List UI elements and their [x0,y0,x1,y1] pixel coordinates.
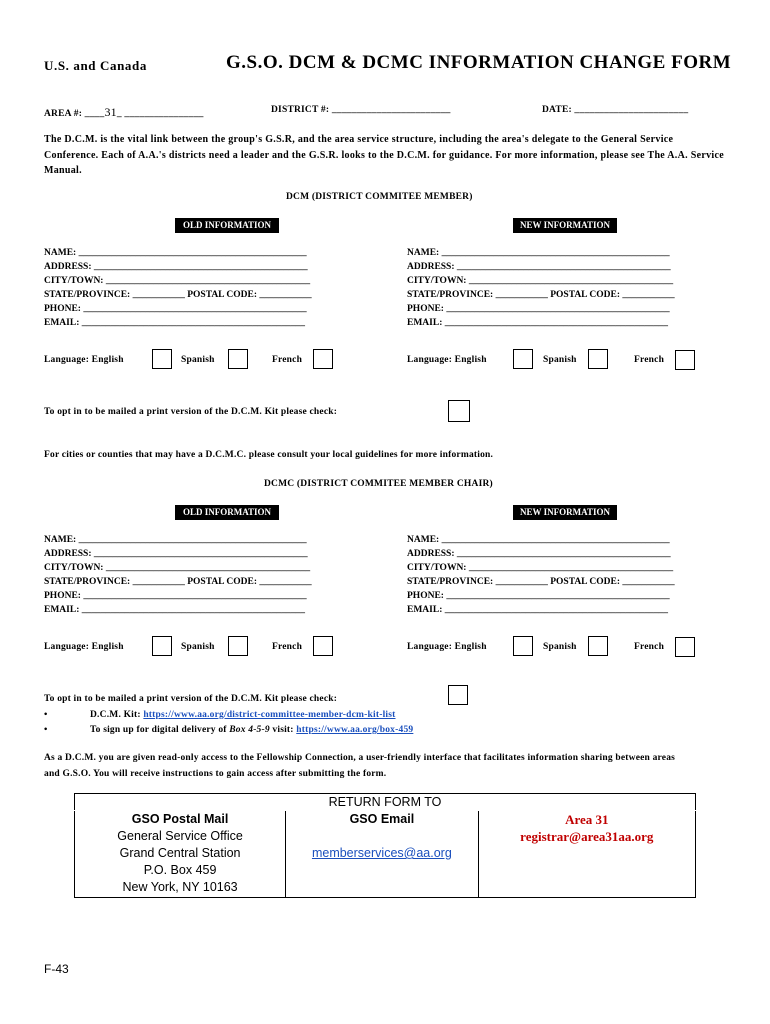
form-code: F-43 [44,962,69,976]
dcmc-new-fields [407,533,675,617]
postal-mail-title: GSO Postal Mail [131,812,229,826]
area-field[interactable] [44,105,204,120]
fellowship-note: As a D.C.M. you are given read-only access to the Fellowship Connection, a user-friendly interface that facilitates information sharing between areas and G.S.O. You will receive instructions to gain access after submitting the form. [44,753,676,779]
dcmc-old-fields [44,533,312,617]
area-tail: _ ________________ [116,109,204,119]
dcmc-new-name-field[interactable]: NAME: ________________________________________________ [407,535,670,545]
dcmc-new-spanish-label: Spanish [543,642,577,652]
dcm-new-header: NEW INFORMATION [513,218,617,233]
dcmc-old-state-field[interactable]: STATE/PROVINCE: ___________ POSTAL CODE: ___________ [44,577,312,587]
dcmc-old-english-checkbox[interactable] [152,636,172,656]
dcmc-new-phone-field[interactable]: PHONE: _______________________________________________ [407,591,670,601]
dcmc-old-name-field[interactable]: NAME: ________________________________________________ [44,535,307,545]
dcmc-old-city-field[interactable]: CITY/TOWN: ___________________________________________ [44,563,311,573]
dcmc-old-address-field[interactable]: ADDRESS: _____________________________________________ [44,549,308,559]
kit-bullet [44,710,396,720]
dcm-old-french-checkbox[interactable] [313,349,333,369]
gso-email-title: GSO Email [349,812,415,826]
dcm-opt-in-checkbox[interactable] [448,400,470,422]
bullet-icon: • [44,725,48,735]
kit-link[interactable]: https://www.aa.org/district-committee-member-dcm-kit-list [143,710,396,720]
dcm-new-english-checkbox[interactable] [513,349,533,369]
dcmc-new-french-label: French [634,642,665,652]
dcmc-old-language-label: Language: English [44,642,124,652]
dcmc-new-header: NEW INFORMATION [513,505,617,520]
postal-line: Grand Central Station [119,846,241,860]
intro-paragraph: The D.C.M. is the vital link between the group's G.S.R, and the area service structure, including the area's delegate to the General Service Conference. Each of A.A.'s districts need a leader and the G.S.R. looks to the D.C.M. for guidance. For more information, please see The A.A. Service Manual. [44,134,724,176]
dcmc-note: For cities or counties that may have a D.C.M.C. please consult your local guidelines for more information. [44,450,494,460]
dcmc-old-french-checkbox[interactable] [313,636,333,656]
dcm-old-phone-field[interactable]: PHONE: _______________________________________________ [44,304,307,314]
dcmc-new-state-field[interactable]: STATE/PROVINCE: ___________ POSTAL CODE: ___________ [407,577,675,587]
dcmc-old-email-field[interactable]: EMAIL: _______________________________________________ [44,605,305,615]
dcm-old-language-label: Language: English [44,355,124,365]
dcmc-new-spanish-checkbox[interactable] [588,636,608,656]
date-field[interactable]: DATE: _______________________ [542,105,689,115]
dcm-old-city-field[interactable]: CITY/TOWN: ___________________________________________ [44,276,311,286]
dcmc-new-french-checkbox[interactable] [675,637,695,657]
bullet-icon: • [44,710,48,720]
dcmc-new-email-field[interactable]: EMAIL: _______________________________________________ [407,605,668,615]
return-header: RETURN FORM TO [75,794,696,811]
return-table [74,793,696,898]
dcm-new-city-field[interactable]: CITY/TOWN: ___________________________________________ [407,276,674,286]
dcm-old-name-field[interactable]: NAME: ________________________________________________ [44,248,307,258]
postal-line: New York, NY 10163 [122,880,238,894]
dcm-new-spanish-label: Spanish [543,355,577,365]
dcmc-section-title: DCMC (DISTRICT COMMITEE MEMBER CHAIR) [264,479,493,489]
region-label: U.S. and Canada [44,58,147,73]
gso-email-link[interactable]: memberservices@aa.org [311,846,452,860]
area-cell [478,811,695,898]
digital-mid: visit: [272,725,294,735]
dcm-new-email-field[interactable]: EMAIL: _______________________________________________ [407,318,668,328]
dcm-new-phone-field[interactable]: PHONE: _______________________________________________ [407,304,670,314]
dcm-old-french-label: French [272,355,303,365]
dcm-old-state-field[interactable]: STATE/PROVINCE: ___________ POSTAL CODE: ___________ [44,290,312,300]
area-title: Area 31 [565,812,609,827]
dcmc-new-language-label: Language: English [407,642,487,652]
dcmc-opt-in-checkbox[interactable] [448,685,468,705]
dcmc-new-city-field[interactable]: CITY/TOWN: ___________________________________________ [407,563,674,573]
dcmc-old-phone-field[interactable]: PHONE: _______________________________________________ [44,591,307,601]
dcm-new-name-field[interactable]: NAME: ________________________________________________ [407,248,670,258]
postal-line: General Service Office [117,829,243,843]
dcmc-old-spanish-checkbox[interactable] [228,636,248,656]
dcmc-opt-in-label: To opt in to be mailed a print version of the D.C.M. Kit please check: [44,694,338,704]
dcm-new-spanish-checkbox[interactable] [588,349,608,369]
postal-mail-cell [75,811,286,898]
dcm-new-fields [407,246,675,330]
dcm-new-french-checkbox[interactable] [675,350,695,370]
dcmc-new-address-field[interactable]: ADDRESS: _____________________________________________ [407,549,671,559]
dcm-old-email-field[interactable]: EMAIL: _______________________________________________ [44,318,305,328]
dcm-old-address-field[interactable]: ADDRESS: _____________________________________________ [44,262,308,272]
dcm-new-language-label: Language: English [407,355,487,365]
area-email[interactable]: registrar@area31aa.org [520,829,654,844]
dcm-old-english-checkbox[interactable] [152,349,172,369]
dcmc-old-header: OLD INFORMATION [175,505,279,520]
form-title: G.S.O. DCM & DCMC INFORMATION CHANGE FORM [226,52,732,73]
district-field[interactable]: DISTRICT #: ________________________ [271,105,451,115]
dcm-section-title: DCM (DISTRICT COMMITEE MEMBER) [286,192,473,202]
dcm-opt-in-label: To opt in to be mailed a print version of the D.C.M. Kit please check: [44,407,338,417]
area-value: 31 [104,105,117,119]
digital-bullet [44,725,413,735]
dcmc-old-spanish-label: Spanish [181,642,215,652]
area-label: AREA #: ____ [44,109,105,119]
box459-link[interactable]: https://www.aa.org/box-459 [296,725,414,735]
dcmc-old-french-label: French [272,642,303,652]
dcm-old-header: OLD INFORMATION [175,218,279,233]
dcm-old-fields [44,246,312,330]
dcmc-new-english-checkbox[interactable] [513,636,533,656]
dcm-new-french-label: French [634,355,665,365]
digital-prefix: To sign up for digital delivery of [90,725,227,735]
dcm-old-spanish-checkbox[interactable] [228,349,248,369]
dcm-new-state-field[interactable]: STATE/PROVINCE: ___________ POSTAL CODE: ___________ [407,290,675,300]
kit-label: D.C.M. Kit: [90,710,141,720]
postal-line: P.O. Box 459 [143,863,217,877]
dcm-new-address-field[interactable]: ADDRESS: _____________________________________________ [407,262,671,272]
dcm-old-spanish-label: Spanish [181,355,215,365]
digital-italic: Box 4-5-9 [229,725,270,735]
email-cell [286,811,479,898]
